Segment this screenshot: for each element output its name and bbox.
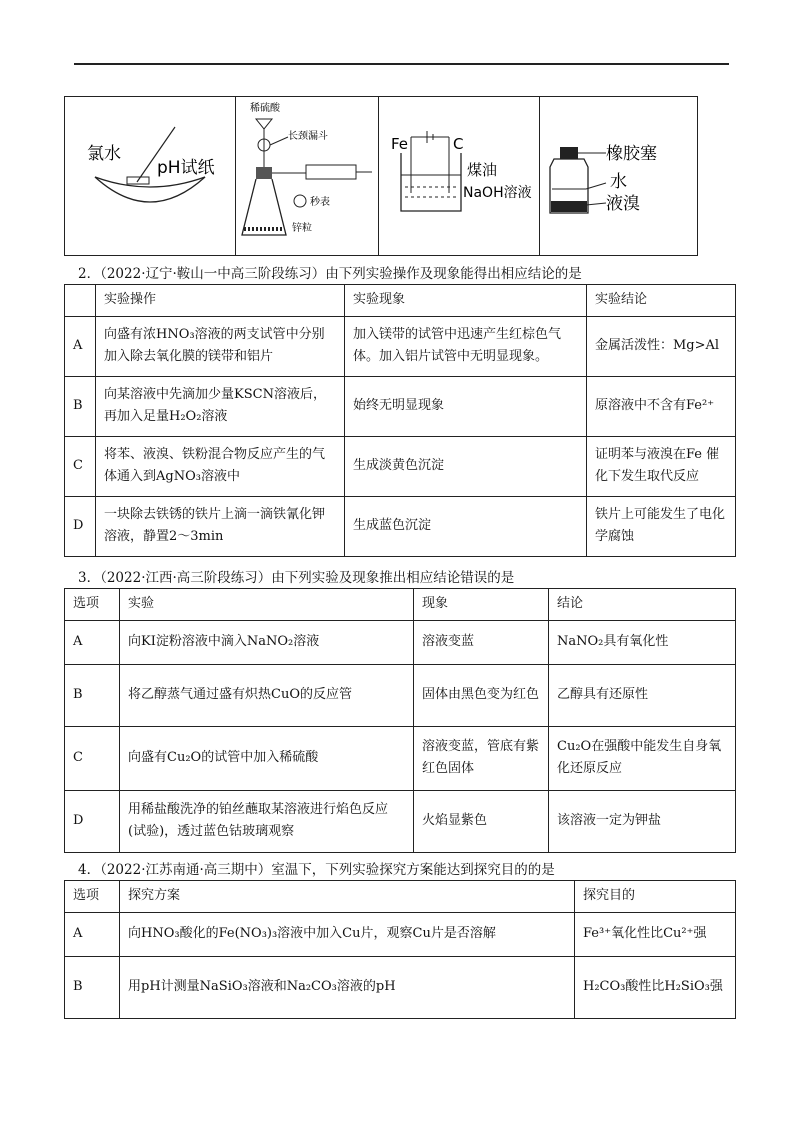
header-cell [65, 285, 96, 317]
experiment-cell: 用稀盐酸洗净的铂丝蘸取某溶液进行焰色反应(试验)，透过蓝色钴玻璃观察 [120, 790, 414, 852]
table-row [65, 726, 736, 790]
option-cell: A [65, 316, 96, 376]
figure-bromine-bottle [540, 97, 700, 255]
figure-zinc-acid [236, 97, 379, 255]
header-cell: 探究目的 [575, 881, 736, 913]
option-cell: A [65, 620, 120, 664]
conclusion-cell: 该溶液一定为钾盐 [549, 790, 736, 852]
header-cell: 实验操作 [96, 285, 345, 317]
label-kerosene: 煤油 [467, 161, 498, 179]
figure-chlorine-ph [65, 97, 236, 255]
reagent-bottle-diagram [540, 97, 700, 255]
operation-cell: 向某溶液中先滴加少量KSCN溶液后，再加入足量H₂O₂溶液 [96, 376, 345, 436]
question-3-table [64, 588, 736, 853]
table-row [65, 956, 736, 1018]
table-row [65, 376, 736, 436]
label-liquid-bromine: 液溴 [606, 194, 640, 214]
header-cell: 探究方案 [120, 881, 575, 913]
question-2-title: 2．（2022·辽宁·鞍山一中高三阶段练习）由下列实验操作及现象能得出相应结论的是 [78, 266, 582, 282]
conclusion-cell: NaNO₂具有氧化性 [549, 620, 736, 664]
table-row [65, 620, 736, 664]
phenomenon-cell: 火焰显紫色 [414, 790, 549, 852]
table-header-row [65, 589, 736, 621]
header-cell: 实验现象 [345, 285, 587, 317]
experiment-cell: 向盛有Cu₂O的试管中加入稀硫酸 [120, 726, 414, 790]
header-cell: 选项 [65, 589, 120, 621]
experiment-cell: 将乙醇蒸气通过盛有炽热CuO的反应管 [120, 664, 414, 726]
figure-fe-naoh [379, 97, 540, 255]
table-header-row [65, 881, 736, 913]
header-cell: 实验结论 [587, 285, 736, 317]
operation-cell: 将苯、液溴、铁粉混合物反应产生的气体通入到AgNO₃溶液中 [96, 436, 345, 496]
gas-generation-diagram [236, 97, 378, 255]
question-4-title: 4．（2022·江苏南通·高三期中）室温下，下列实验探究方案能达到探究目的的是 [78, 862, 555, 878]
question-2-table [64, 284, 736, 557]
conclusion-cell: 金属活泼性：Mg>Al [587, 316, 736, 376]
evaporating-dish-diagram [65, 97, 235, 255]
conclusion-cell: 铁片上可能发生了电化学腐蚀 [587, 496, 736, 556]
conclusion-cell: 原溶液中不含有Fe²⁺ [587, 376, 736, 436]
phenomenon-cell: 溶液变蓝 [414, 620, 549, 664]
label-dilute-sulfuric: 稀硫酸 [250, 103, 280, 114]
phenomenon-cell: 始终无明显现象 [345, 376, 587, 436]
option-cell: D [65, 790, 120, 852]
option-cell: D [65, 496, 96, 556]
goal-cell: Fe³⁺氧化性比Cu²⁺强 [575, 912, 736, 956]
figure-row [64, 96, 698, 256]
conclusion-cell: 证明苯与液溴在Fe 催化下发生取代反应 [587, 436, 736, 496]
label-stopwatch: 秒表 [310, 197, 330, 208]
table-row [65, 436, 736, 496]
table-row [65, 790, 736, 852]
header-rule [74, 63, 729, 65]
operation-cell: 一块除去铁锈的铁片上滴一滴铁氰化钾溶液，静置2～3min [96, 496, 345, 556]
conclusion-cell: 乙醇具有还原性 [549, 664, 736, 726]
conclusion-cell: Cu₂O在强酸中能发生自身氧化还原反应 [549, 726, 736, 790]
option-cell: B [65, 376, 96, 436]
option-cell: C [65, 436, 96, 496]
header-cell: 结论 [549, 589, 736, 621]
table-row [65, 912, 736, 956]
plan-cell: 向HNO₃酸化的Fe(NO₃)₃溶液中加入Cu片，观察Cu片是否溶解 [120, 912, 575, 956]
label-long-funnel: 长颈漏斗 [288, 131, 328, 142]
label-fe-electrode: Fe [391, 135, 409, 153]
question-4-table [64, 880, 736, 1019]
label-ph-paper: pH试纸 [157, 158, 215, 178]
phenomenon-cell: 生成淡黄色沉淀 [345, 436, 587, 496]
phenomenon-cell: 加入镁带的试管中迅速产生红棕色气体。加入铝片试管中无明显现象。 [345, 316, 587, 376]
option-cell: A [65, 912, 120, 956]
option-cell: C [65, 726, 120, 790]
table-header-row [65, 285, 736, 317]
operation-cell: 向盛有浓HNO₃溶液的两支试管中分别加入除去氧化膜的镁带和铝片 [96, 316, 345, 376]
label-rubber-stopper: 橡胶塞 [606, 144, 657, 164]
question-3-title: 3．（2022·江西·高三阶段练习）由下列实验及现象推出相应结论错误的是 [78, 570, 515, 586]
phenomenon-cell: 固体由黑色变为红色 [414, 664, 549, 726]
label-chlorine-water: 氯水 [87, 144, 121, 164]
header-cell: 实验 [120, 589, 414, 621]
header-cell: 选项 [65, 881, 120, 913]
plan-cell: 用pH计测量NaSiO₃溶液和Na₂CO₃溶液的pH [120, 956, 575, 1018]
label-naoh-solution: NaOH溶液 [463, 185, 532, 201]
label-water: 水 [610, 172, 627, 192]
header-cell: 现象 [414, 589, 549, 621]
experiment-cell: 向KI淀粉溶液中滴入NaNO₂溶液 [120, 620, 414, 664]
table-row [65, 496, 736, 556]
table-row [65, 316, 736, 376]
label-c-electrode: C [453, 135, 464, 153]
electrolysis-diagram [379, 97, 539, 255]
phenomenon-cell: 生成蓝色沉淀 [345, 496, 587, 556]
option-cell: B [65, 664, 120, 726]
option-cell: B [65, 956, 120, 1018]
table-row [65, 664, 736, 726]
phenomenon-cell: 溶液变蓝，管底有紫红色固体 [414, 726, 549, 790]
goal-cell: H₂CO₃酸性比H₂SiO₃强 [575, 956, 736, 1018]
label-zinc-granules: 锌粒 [292, 223, 312, 234]
